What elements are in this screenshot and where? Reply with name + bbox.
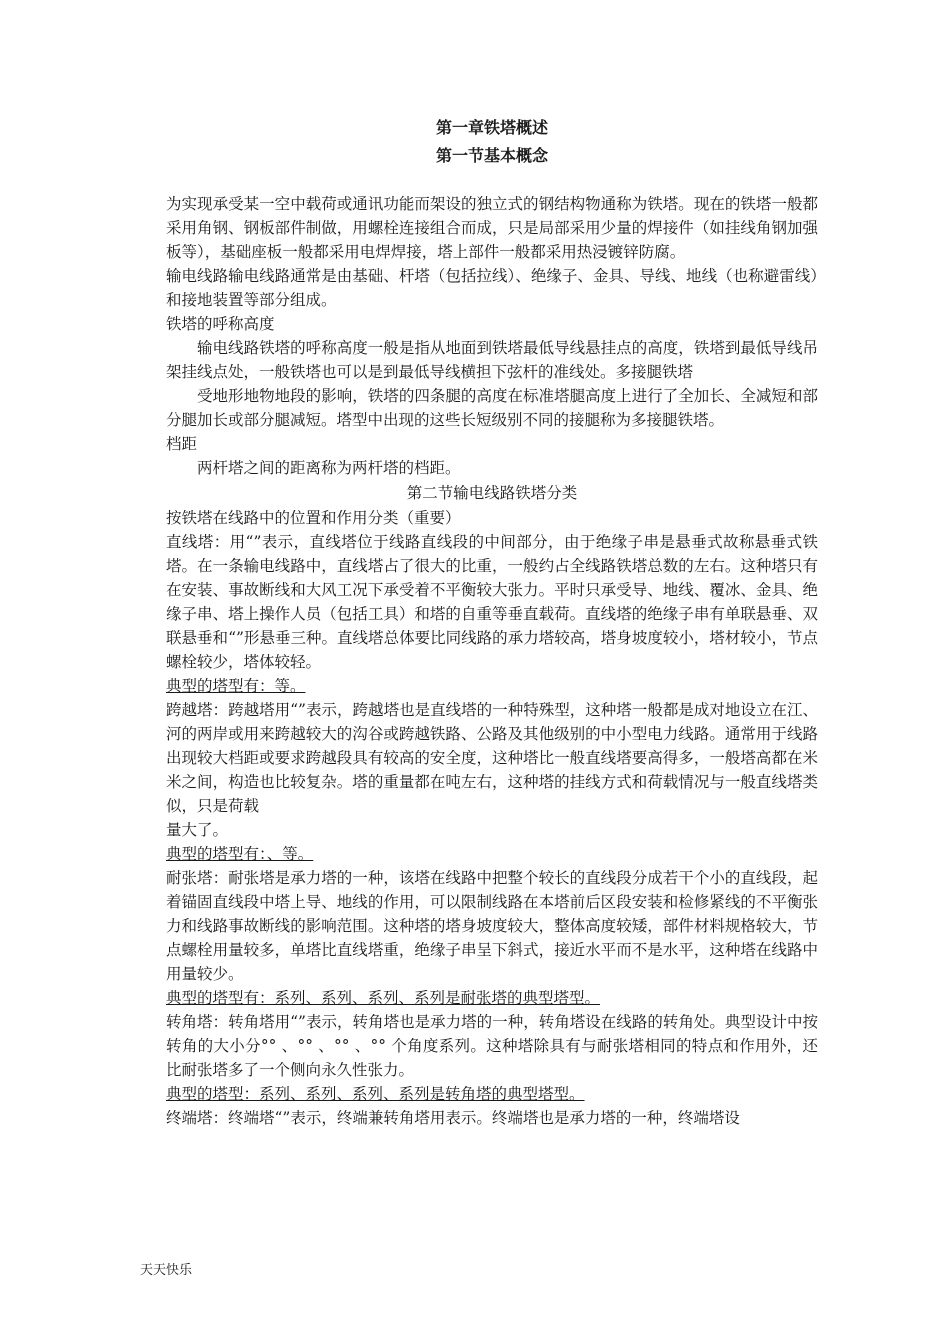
- paragraph-crossing-tower: 跨越塔：跨越塔用“”表示，跨越塔也是直线塔的一种特殊型，这种塔一般都是成对地设立在江、河的两岸或用来跨越较大的沟谷或跨越铁路、公路及其他级别的中小型电力线路。通常用于线路出现较大档距或要求跨越段具有较高的安全度，这种塔比一般直线塔要高得多，一般塔高都在米米之间，构造也比较复杂。塔的重量都在吨左右，这种塔的挂线方式和荷载情况与一般直线塔类似，只是荷载: [166, 701, 818, 815]
- section2-title: 第二节输电线路铁塔分类: [406, 484, 578, 502]
- paragraph-terminal-tower: 终端塔：终端塔“”表示，终端兼转角塔用表示。终端塔也是承力塔的一种，终端塔设: [166, 1109, 740, 1127]
- paragraph-nominal-height: 输电线路铁塔的呼称高度一般是指从地面到铁塔最低导线悬挂点的高度，铁塔到最低导线吊架挂线点处，一般铁塔也可以是到最低导线横担下弦杆的准线处。多接腿铁塔: [166, 339, 818, 381]
- paragraph-multi-leg: 受地形地物地段的影响，铁塔的四条腿的高度在标准塔腿高度上进行了全加长、全减短和部分腿加长或部分腿减短。塔型中出现的这些长短级别不同的接腿称为多接腿铁塔。: [166, 387, 818, 429]
- straight-typical: 典型的塔型有：等。: [166, 677, 306, 695]
- paragraph-intro: 为实现承受某一空中载荷或通讯功能而架设的独立式的钢结构物通称为铁塔。现在的铁塔一般都采用角钢、钢板部件制做，用螺栓连接组合而成，只是局部采用少量的焊接件（如挂线角钢加强板等），基础座板一般都采用电焊焊接，塔上部件一般都采用热浸镀锌防腐。: [166, 195, 818, 261]
- term-nominal-height: 铁塔的呼称高度: [166, 315, 275, 333]
- paragraph-span: 两杆塔之间的距离称为两杆塔的档距。: [197, 459, 461, 477]
- tension-typical: 典型的塔型有：系列、系列、系列、系列是耐张塔的典型塔型。: [166, 989, 601, 1007]
- paragraph-tension-tower: 耐张塔：耐张塔是承力塔的一种，该塔在线路中把整个较长的直线段分成若干个小的直线段，起着锚固直线段中塔上导、地线的作用，可以限制线路在本塔前后区段安装和检修紧线的不平衡张力和线路事故断线的影响范围。这种塔的塔身坡度较大，整体高度较矮，部件材料规格较大，节点螺栓用量较多，单塔比直线塔重，绝缘子串呈下斜式，接近水平而不是水平，这种塔在线路中用量较少。: [166, 869, 818, 983]
- paragraph-line-components: 输电线路输电线路通常是由基础、杆塔（包括拉线）、绝缘子、金具、导线、地线（也称避雷线）和接地装置等部分组成。: [166, 267, 818, 309]
- chapter-title: 第一章铁塔概述: [435, 118, 548, 137]
- classification-heading: 按铁塔在线路中的位置和作用分类（重要）: [166, 509, 461, 527]
- section1-title: 第一节基本概念: [435, 146, 548, 165]
- paragraph-straight-tower: 直线塔：用“”表示，直线塔位于线路直线段的中间部分，由于绝缘子串是悬垂式故称悬垂式铁塔。在一条输电线路中，直线塔占了很大的比重，一般约占全线路铁塔总数的左右。这种塔只有在安装、事故断线和大风工况下承受着不平衡较大张力。平时只承受导、地线、覆冰、金具、绝缘子串、塔上操作人员（包括工具）和塔的自重等垂直载荷。直线塔的绝缘子串有单联悬垂、双联悬垂和“”形悬垂三种。直线塔总体要比同线路的承力塔较高，塔身坡度较小，塔材较小，节点螺栓较少，塔体较轻。: [166, 533, 818, 671]
- angle-typical: 典型的塔型：系列、系列、系列、系列是转角塔的典型塔型。: [166, 1085, 585, 1103]
- footer-text: 天天快乐: [140, 1263, 193, 1278]
- term-span: 档距: [166, 435, 198, 453]
- paragraph-angle-tower: 转角塔：转角塔用“”表示，转角塔也是承力塔的一种，转角塔设在线路的转角处。典型设计中按转角的大小分°° 、°° 、°° 、°° 个角度系列。这种塔除具有与耐张塔相同的特点和作用外，还比耐张塔多了一个侧向永久性张力。: [166, 1013, 818, 1079]
- document-body: [166, 114, 818, 1130]
- paragraph-crossing-tower-end: 量大了。: [166, 821, 229, 839]
- crossing-typical: 典型的塔型有：、等。: [166, 845, 314, 863]
